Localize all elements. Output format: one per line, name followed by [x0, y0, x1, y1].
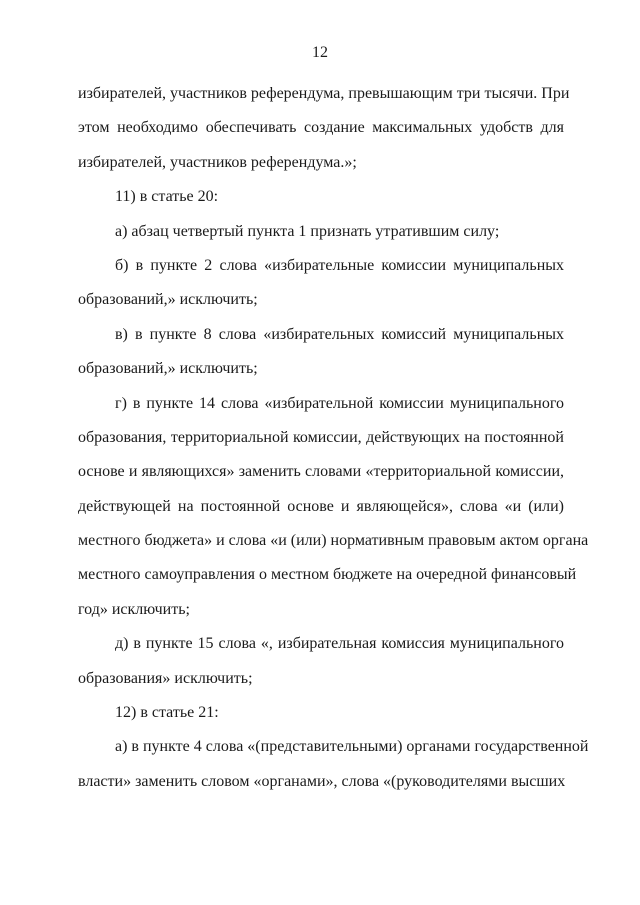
text-line: б) в пункте 2 слова «избирательные комиссии муниципальных — [115, 256, 564, 274]
text-line: 12) в статье 21: — [115, 704, 219, 722]
text-line: местного бюджета» и слова «и (или) нормативным правовым актом органа — [78, 532, 589, 550]
text-line: местного самоуправления о местном бюджете на очередной финансовый — [78, 566, 577, 584]
text-line: 11) в статье 20: — [115, 188, 219, 206]
text-line: действующей на постоянной основе и являющейся», слова «и (или) — [78, 497, 564, 515]
paragraph-continuation — [78, 77, 570, 180]
paragraph-item-11 — [78, 180, 564, 214]
text-line: основе и являющихся» заменить словами «территориальной комиссии, — [78, 463, 564, 481]
text-line: этом необходимо обеспечивать создание максимальных удобств для — [78, 119, 564, 137]
paragraph-item-a — [78, 215, 564, 249]
paragraph-item-g — [78, 387, 589, 628]
text-line: а) абзац четвертый пункта 1 признать утратившим силу; — [115, 222, 500, 240]
text-line: а) в пункте 4 слова «(представительными) органами государственной — [115, 738, 589, 756]
paragraph-item-12 — [78, 696, 564, 730]
text-line: г) в пункте 14 слова «избирательной комиссии муниципального — [115, 394, 564, 412]
paragraph-item-v — [78, 318, 564, 387]
text-line: образования, территориальной комиссии, действующих на постоянной — [78, 428, 564, 446]
document-body — [78, 77, 589, 799]
paragraph-item-b — [78, 249, 564, 318]
text-line: избирателей, участников референдума, превышающим три тысячи. При — [78, 85, 570, 102]
text-line: д) в пункте 15 слова «, избирательная комиссия муниципального — [115, 635, 564, 653]
text-line: власти» заменить словом «органами», слова «(руководителями высших — [78, 772, 566, 790]
text-line: образований,» исключить; — [78, 291, 258, 309]
text-line: год» исключить; — [78, 600, 190, 618]
text-line: образований,» исключить; — [78, 360, 258, 378]
paragraph-item-d — [78, 627, 564, 696]
paragraph-item-a-21 — [78, 730, 589, 799]
text-line: избирателей, участников референдума.»; — [78, 153, 357, 171]
text-line: в) в пункте 8 слова «избирательных комиссий муниципальных — [115, 325, 564, 343]
page-number: 12 — [312, 44, 328, 61]
text-line: образования» исключить; — [78, 669, 253, 687]
